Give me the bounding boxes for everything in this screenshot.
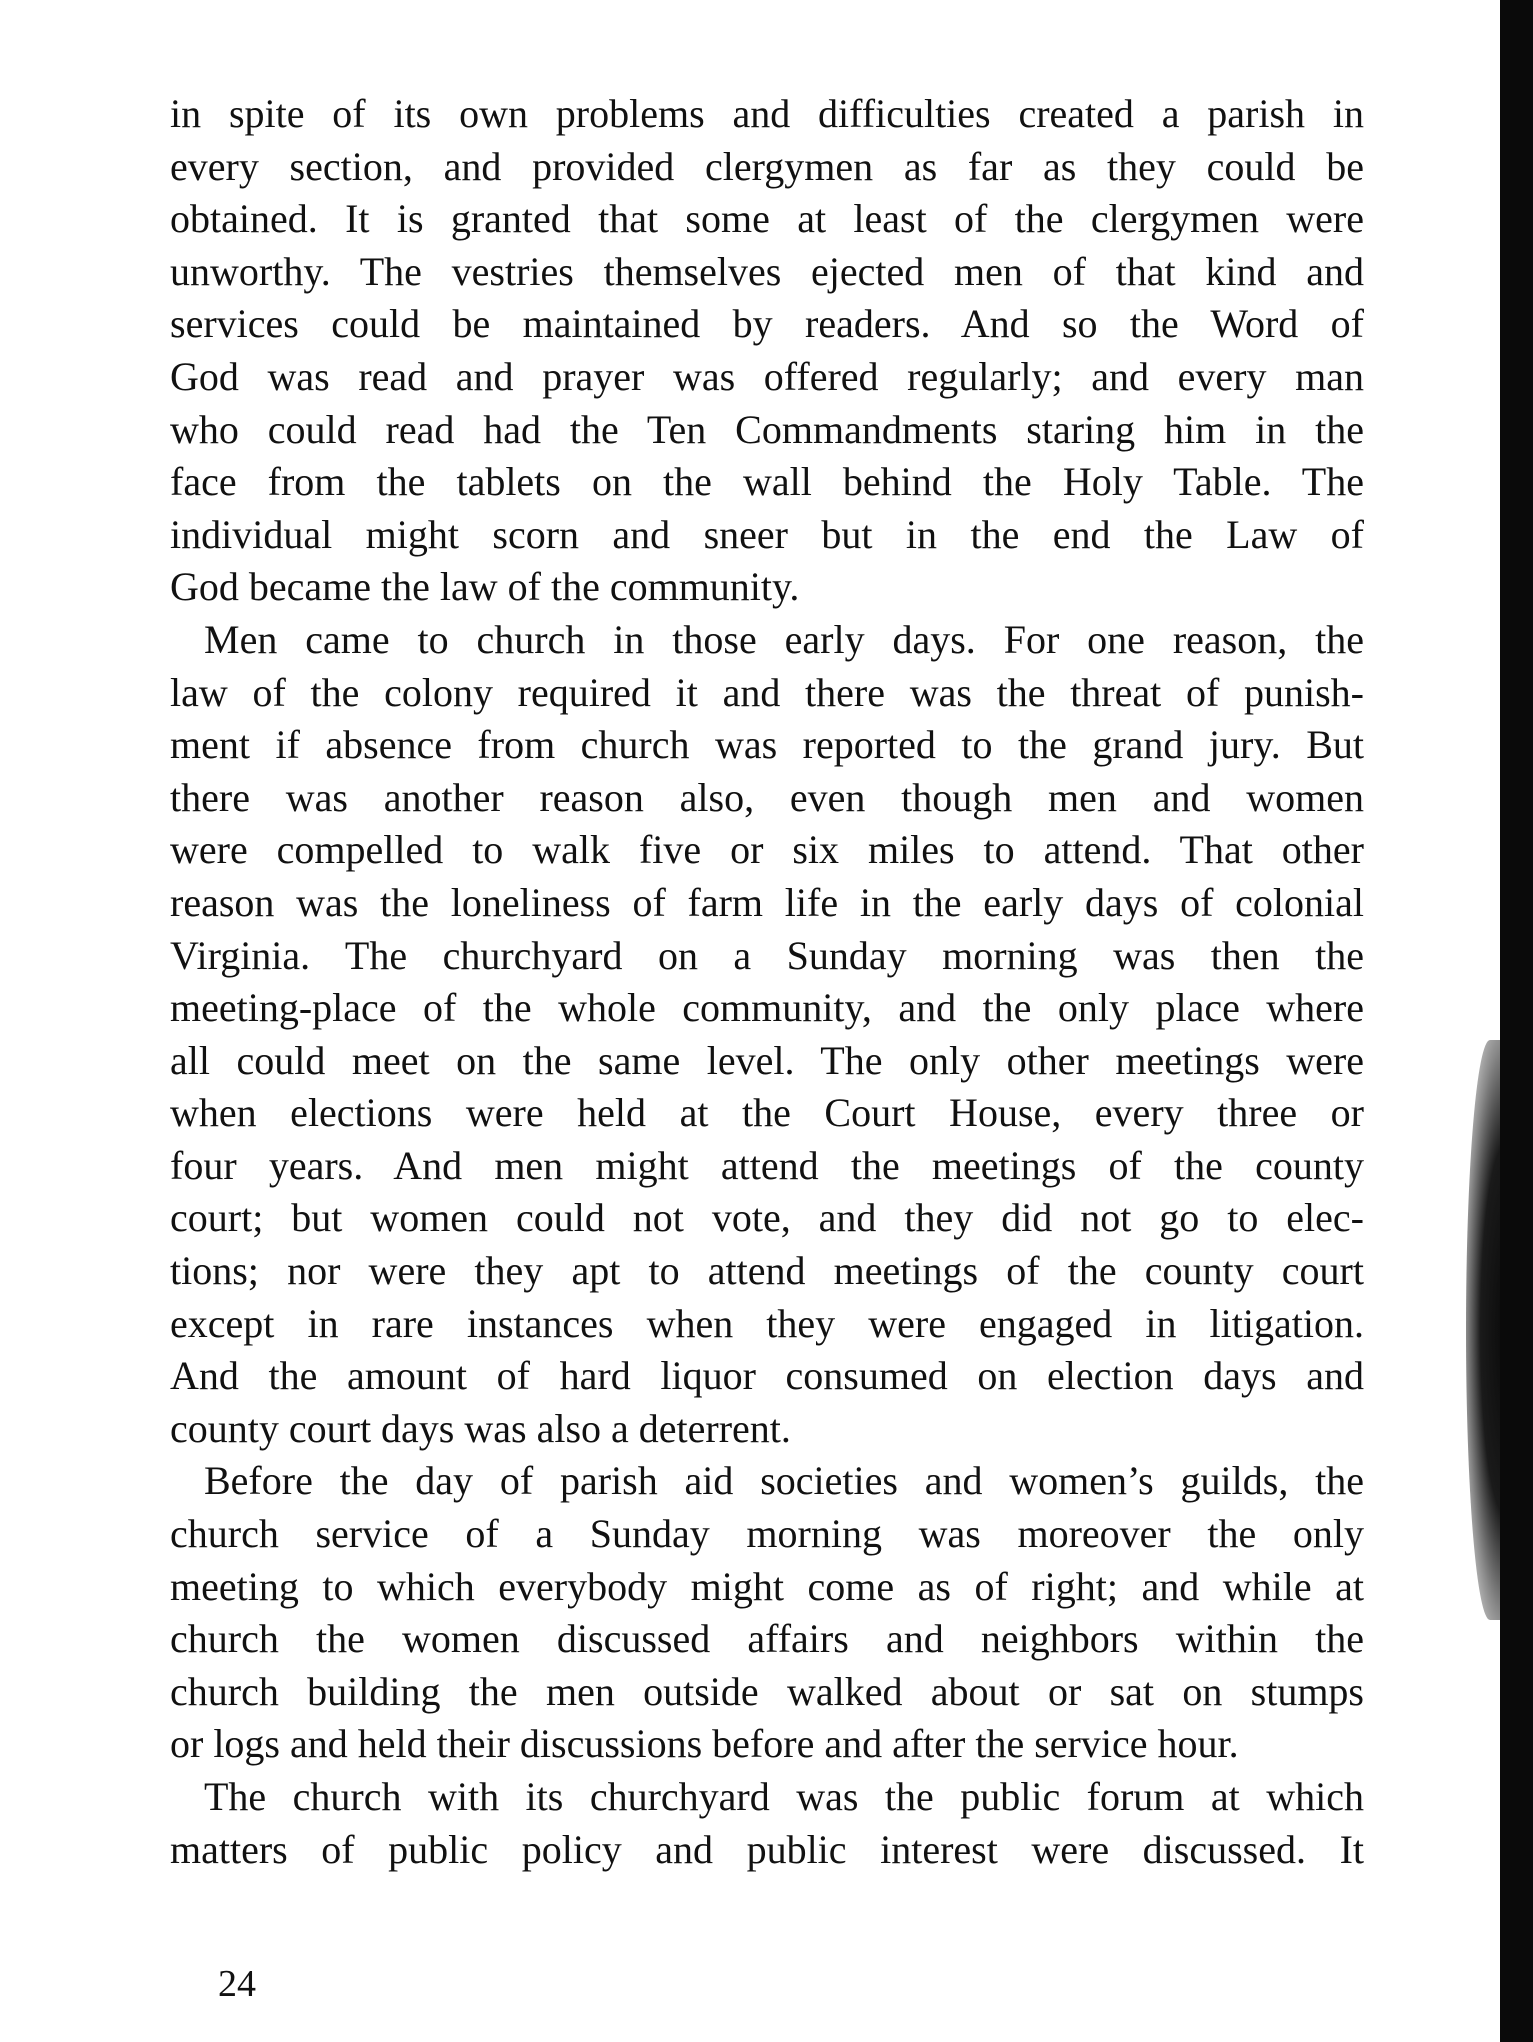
text-line: individual might scorn and sneer but in the end the Law of xyxy=(170,511,1364,557)
text-line: in spite of its own problems and difficulties created a parish in xyxy=(170,91,1364,136)
text-line: church building the men outside walked about or sat on stumps xyxy=(170,1668,1364,1714)
text-line: four years. And men might attend the meetings of the county xyxy=(170,1142,1364,1188)
text-line: meeting-place of the whole community, and the only place where xyxy=(170,985,1364,1031)
page-number: 24 xyxy=(218,1963,256,2005)
text-line: unworthy. The vestries themselves ejected men of that kind and xyxy=(170,248,1364,294)
paragraph xyxy=(170,88,1364,614)
text-line: were compelled to walk five or six miles to attend. That other xyxy=(170,827,1364,873)
text-line: court; but women could not vote, and they did not go to elec- xyxy=(170,1195,1364,1241)
text-line: reason was the loneliness of farm life in the early days of colonial xyxy=(170,879,1364,925)
text-line: there was another reason also, even though men and women xyxy=(170,774,1364,820)
text-line: law of the colony required it and there was the threat of punish- xyxy=(170,669,1364,715)
text-line: And the amount of hard liquor consumed on election days and xyxy=(170,1353,1364,1399)
text-line: except in rare instances when they were engaged in litigation. xyxy=(170,1300,1364,1346)
text-line: God became the law of the community. xyxy=(170,564,800,610)
text-line: every section, and provided clergymen as far as they could be xyxy=(170,143,1364,189)
text-line: church the women discussed affairs and neighbors within the xyxy=(170,1616,1364,1662)
text-line: God was read and prayer was offered regularly; and every man xyxy=(170,353,1364,399)
paragraph xyxy=(170,1771,1364,1876)
text-line: Men came to church in those early days. For one reason, the xyxy=(204,616,1364,662)
text-line: services could be maintained by readers. And so the Word of xyxy=(170,301,1364,347)
text-line: county court days was also a deterrent. xyxy=(170,1405,791,1451)
text-line: who could read had the Ten Commandments staring him in the xyxy=(170,406,1364,452)
text-line: Before the day of parish aid societies and women’s guilds, the xyxy=(204,1458,1364,1504)
text-line: The church with its churchyard was the public forum at which xyxy=(204,1774,1364,1819)
text-line: matters of public policy and public interest were discussed. It xyxy=(170,1826,1364,1872)
text-line: face from the tablets on the wall behind the Holy Table. The xyxy=(170,459,1364,505)
text-line: obtained. It is granted that some at least of the clergymen were xyxy=(170,196,1364,242)
text-line: church service of a Sunday morning was moreover the only xyxy=(170,1511,1364,1557)
text-line: when elections were held at the Court House, every three or xyxy=(170,1090,1364,1136)
text-line: ment if absence from church was reported to the grand jury. But xyxy=(170,722,1364,768)
text-line: Virginia. The churchyard on a Sunday morning was then the xyxy=(170,932,1364,978)
paragraph xyxy=(170,1455,1364,1771)
body-text xyxy=(170,88,1364,1876)
text-line: or logs and held their discussions before and after the service hour. xyxy=(170,1721,1239,1767)
text-line: tions; nor were they apt to attend meetings of the county court xyxy=(170,1248,1364,1294)
binding-edge xyxy=(1500,0,1533,2042)
text-line: meeting to which everybody might come as of right; and while at xyxy=(170,1563,1364,1609)
text-line: all could meet on the same level. The only other meetings were xyxy=(170,1037,1364,1083)
paragraph xyxy=(170,614,1364,1456)
